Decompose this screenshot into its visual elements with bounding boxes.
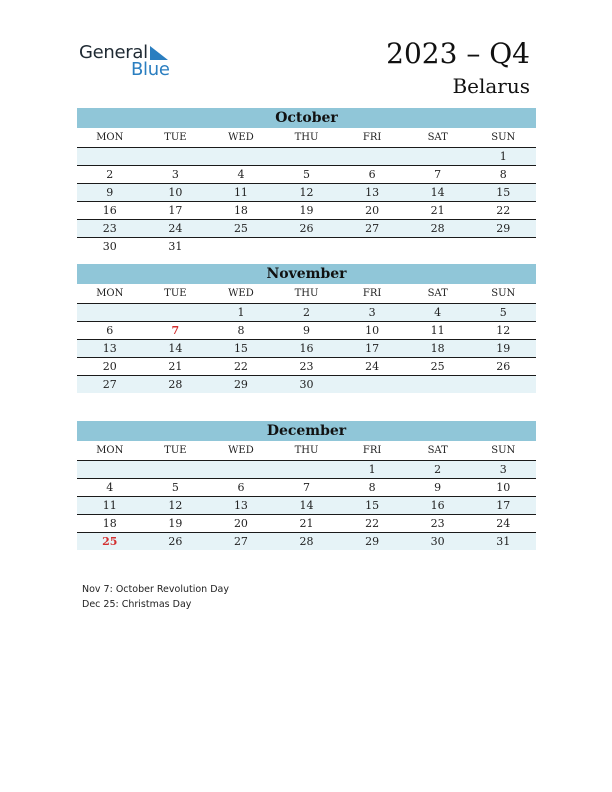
day-cell: 18 xyxy=(430,342,445,355)
day-cell: 27 xyxy=(365,222,380,235)
day-cell: 15 xyxy=(233,342,248,355)
month-november xyxy=(77,264,536,393)
day-cell: 19 xyxy=(299,204,314,217)
day-cell: 1 xyxy=(237,306,245,319)
day-cell: 3 xyxy=(171,168,179,181)
week-row xyxy=(77,166,536,184)
weekday-label: FRI xyxy=(362,445,382,456)
weekday-label: MON xyxy=(96,445,124,456)
day-cell: 14 xyxy=(299,499,314,512)
week-row xyxy=(77,238,536,255)
week-row xyxy=(77,497,536,515)
day-cell xyxy=(143,304,209,321)
day-cell: 23 xyxy=(299,360,314,373)
holiday-note: Nov 7: October Revolution Day xyxy=(82,584,229,595)
day-cell: 8 xyxy=(368,481,376,494)
day-cell: 27 xyxy=(233,535,248,548)
day-cell: 24 xyxy=(168,222,183,235)
day-cell: 7 xyxy=(303,481,311,494)
day-cell: 30 xyxy=(430,535,445,548)
day-cell: 13 xyxy=(233,499,248,512)
weekday-label: FRI xyxy=(362,288,382,299)
week-row xyxy=(77,376,536,393)
day-cell: 24 xyxy=(365,360,380,373)
week-row xyxy=(77,340,536,358)
generalblue-logo xyxy=(79,42,179,82)
day-cell xyxy=(208,461,274,478)
day-cell: 13 xyxy=(365,186,380,199)
day-cell: 11 xyxy=(102,499,117,512)
day-cell xyxy=(405,148,471,165)
day-cell: 21 xyxy=(430,204,445,217)
day-cell: 14 xyxy=(430,186,445,199)
day-cell: 5 xyxy=(303,168,311,181)
weekday-label: WED xyxy=(228,132,254,143)
day-cell: 21 xyxy=(168,360,183,373)
day-cell: 16 xyxy=(299,342,314,355)
day-cell: 2 xyxy=(106,168,114,181)
weekday-label: MON xyxy=(96,288,124,299)
month-october xyxy=(77,108,536,255)
week-row xyxy=(77,479,536,497)
day-cell xyxy=(405,238,471,255)
day-cell: 9 xyxy=(434,481,442,494)
page-title: 2023 – Q4 xyxy=(386,37,530,70)
weekday-label: SUN xyxy=(491,288,516,299)
day-cell: 22 xyxy=(233,360,248,373)
day-cell: 3 xyxy=(368,306,376,319)
day-cell xyxy=(274,148,340,165)
holiday-day-cell: 25 xyxy=(102,535,118,548)
day-cell: 1 xyxy=(368,463,376,476)
weekday-label: SAT xyxy=(427,445,448,456)
day-cell xyxy=(77,461,143,478)
day-cell: 7 xyxy=(434,168,442,181)
day-cell: 25 xyxy=(233,222,248,235)
month-december xyxy=(77,421,536,550)
day-cell: 20 xyxy=(102,360,117,373)
day-cell: 24 xyxy=(496,517,511,530)
day-cell: 4 xyxy=(106,481,114,494)
day-cell: 28 xyxy=(430,222,445,235)
day-cell: 11 xyxy=(430,324,445,337)
week-row xyxy=(77,184,536,202)
weekday-label: TUE xyxy=(164,132,187,143)
logo-flag-icon xyxy=(150,46,168,60)
day-cell: 23 xyxy=(102,222,117,235)
day-cell: 18 xyxy=(102,517,117,530)
day-cell: 28 xyxy=(299,535,314,548)
month-title: December xyxy=(77,421,536,441)
day-cell xyxy=(470,238,536,255)
day-cell xyxy=(405,376,471,393)
day-cell: 1 xyxy=(499,150,507,163)
day-cell: 16 xyxy=(102,204,117,217)
logo-word-blue: Blue xyxy=(131,59,170,80)
day-cell: 31 xyxy=(496,535,511,548)
week-row xyxy=(77,202,536,220)
day-cell: 26 xyxy=(299,222,314,235)
weekday-label: THU xyxy=(294,445,319,456)
day-cell: 8 xyxy=(499,168,507,181)
week-row xyxy=(77,533,536,550)
day-cell xyxy=(339,148,405,165)
weekday-header-row xyxy=(77,128,536,148)
day-cell: 30 xyxy=(299,378,314,391)
week-row xyxy=(77,322,536,340)
day-cell: 6 xyxy=(106,324,114,337)
day-cell xyxy=(77,304,143,321)
weekday-label: SAT xyxy=(427,132,448,143)
day-cell: 30 xyxy=(102,240,117,253)
day-cell: 9 xyxy=(106,186,114,199)
day-cell xyxy=(208,148,274,165)
day-cell: 10 xyxy=(168,186,183,199)
day-cell: 4 xyxy=(237,168,245,181)
weekday-label: TUE xyxy=(164,288,187,299)
day-cell: 3 xyxy=(499,463,507,476)
weekday-label: THU xyxy=(294,132,319,143)
day-cell: 25 xyxy=(430,360,445,373)
day-cell: 21 xyxy=(299,517,314,530)
weekday-label: WED xyxy=(228,288,254,299)
week-row xyxy=(77,304,536,322)
day-cell xyxy=(143,461,209,478)
day-cell: 26 xyxy=(168,535,183,548)
weekday-label: SUN xyxy=(491,445,516,456)
day-cell: 17 xyxy=(365,342,380,355)
country-name: Belarus xyxy=(452,74,530,98)
weekday-label: SUN xyxy=(491,132,516,143)
holiday-notes xyxy=(82,582,229,612)
day-cell: 2 xyxy=(434,463,442,476)
day-cell xyxy=(339,238,405,255)
day-cell: 17 xyxy=(496,499,511,512)
day-cell: 2 xyxy=(303,306,311,319)
week-row xyxy=(77,515,536,533)
weekday-header-row xyxy=(77,441,536,461)
week-row xyxy=(77,461,536,479)
day-cell: 20 xyxy=(365,204,380,217)
weekday-label: THU xyxy=(294,288,319,299)
weekday-header-row xyxy=(77,284,536,304)
holiday-note: Dec 25: Christmas Day xyxy=(82,599,192,610)
day-cell: 15 xyxy=(365,499,380,512)
day-cell: 15 xyxy=(496,186,511,199)
day-cell: 29 xyxy=(496,222,511,235)
day-cell: 18 xyxy=(233,204,248,217)
day-cell: 17 xyxy=(168,204,183,217)
day-cell: 13 xyxy=(102,342,117,355)
weekday-label: TUE xyxy=(164,445,187,456)
day-cell: 19 xyxy=(168,517,183,530)
day-cell: 29 xyxy=(233,378,248,391)
day-cell: 31 xyxy=(168,240,183,253)
day-cell: 6 xyxy=(368,168,376,181)
month-title: October xyxy=(77,108,536,128)
day-cell: 26 xyxy=(496,360,511,373)
weekday-label: WED xyxy=(228,445,254,456)
day-cell: 4 xyxy=(434,306,442,319)
day-cell: 6 xyxy=(237,481,245,494)
day-cell: 19 xyxy=(496,342,511,355)
day-cell: 8 xyxy=(237,324,245,337)
day-cell xyxy=(77,148,143,165)
day-cell: 10 xyxy=(496,481,511,494)
day-cell: 12 xyxy=(168,499,183,512)
day-cell xyxy=(470,376,536,393)
day-cell: 23 xyxy=(430,517,445,530)
day-cell xyxy=(143,148,209,165)
week-row xyxy=(77,220,536,238)
day-cell xyxy=(208,238,274,255)
day-cell: 5 xyxy=(499,306,507,319)
day-cell: 28 xyxy=(168,378,183,391)
week-row xyxy=(77,148,536,166)
day-cell: 29 xyxy=(365,535,380,548)
day-cell: 22 xyxy=(496,204,511,217)
day-cell: 5 xyxy=(171,481,179,494)
day-cell: 11 xyxy=(233,186,248,199)
day-cell xyxy=(274,461,340,478)
logo-word-general: General xyxy=(79,42,148,63)
day-cell xyxy=(339,376,405,393)
weekday-label: MON xyxy=(96,132,124,143)
weekday-label: FRI xyxy=(362,132,382,143)
day-cell: 9 xyxy=(303,324,311,337)
month-title: November xyxy=(77,264,536,284)
weekday-label: SAT xyxy=(427,288,448,299)
day-cell: 12 xyxy=(299,186,314,199)
week-row xyxy=(77,358,536,376)
day-cell: 20 xyxy=(233,517,248,530)
day-cell: 10 xyxy=(365,324,380,337)
day-cell: 27 xyxy=(102,378,117,391)
holiday-day-cell: 7 xyxy=(171,324,180,337)
day-cell: 22 xyxy=(365,517,380,530)
day-cell: 12 xyxy=(496,324,511,337)
day-cell xyxy=(274,238,340,255)
day-cell: 14 xyxy=(168,342,183,355)
day-cell: 16 xyxy=(430,499,445,512)
